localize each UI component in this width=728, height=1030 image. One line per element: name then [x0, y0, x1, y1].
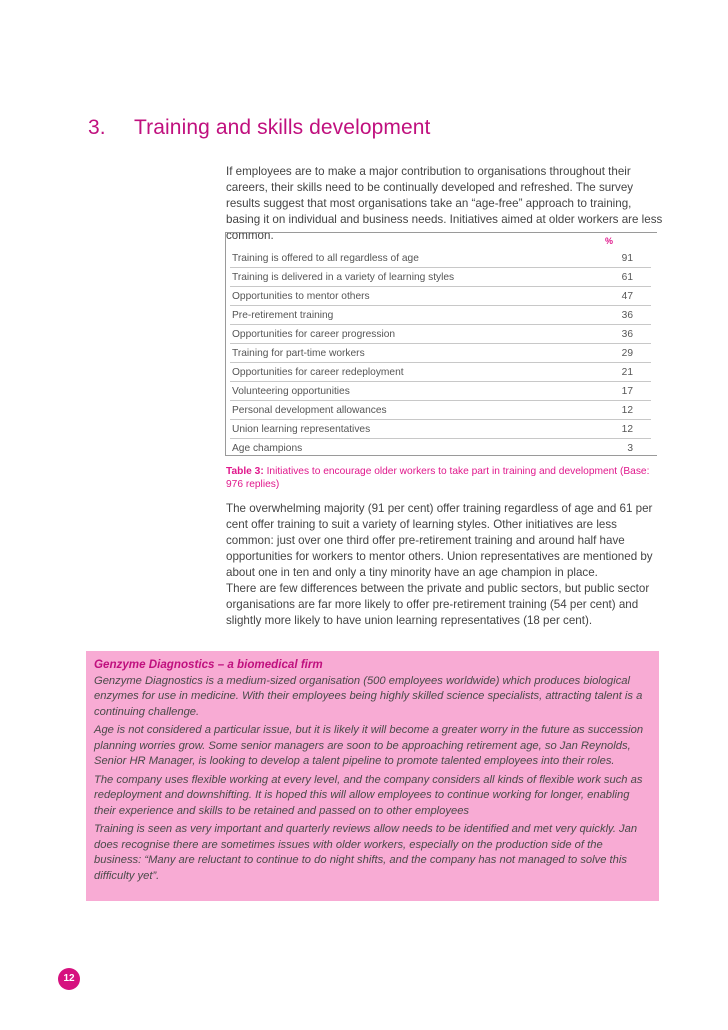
table-row	[230, 269, 651, 287]
table-caption	[226, 465, 656, 491]
row-value: 36	[621, 329, 633, 340]
row-label: Volunteering opportunities	[232, 386, 350, 397]
row-value: 61	[621, 272, 633, 283]
row-label: Training is delivered in a variety of learning styles	[232, 272, 455, 283]
table-row	[230, 250, 651, 268]
case-study-paragraph: Training is seen as very important and quarterly reviews allow needs to be identified and met very quickly. Jan does recognise there are sometimes issues with older workers, especially on the production side of the business: “Many are reluctant to continue to do night shifts, and the company has not managed to solve this difficulty yet”.	[94, 823, 638, 882]
table-row	[230, 364, 651, 382]
body-paragraph-2: There are few differences between the private and public sectors, but public sector organisations are far more likely to offer pre-retirement training (54 per cent) and slightly more likely to have union learning representatives (18 per cent).	[226, 582, 650, 627]
row-label: Opportunities to mentor others	[232, 291, 370, 302]
table-row	[230, 345, 651, 363]
case-study-paragraph: Age is not considered a particular issue, but it is likely it will become a greater worry in the future as succession planning worries grow. Some senior managers are soon to be approaching retirement age, so Jan Reynolds, Senior HR Manager, is looking to develop a talent pipeline to promote talented employees into their roles.	[94, 724, 644, 767]
row-value: 47	[621, 291, 633, 302]
row-value: 91	[621, 253, 633, 264]
caption-label: Table 3:	[226, 466, 264, 477]
case-study-title: Genzyme Diagnostics – a biomedical firm	[94, 658, 323, 671]
intro-paragraph: If employees are to make a major contribution to organisations throughout their careers, their skills need to be continually developed and refreshed. The survey results suggest that most organisations take an “age-free” approach to training, basing it on individual and business needs. Initiatives aimed at older workers are less common.	[226, 165, 663, 242]
row-label: Pre-retirement training	[232, 310, 334, 321]
row-value: 17	[621, 386, 633, 397]
row-value: 36	[621, 310, 633, 321]
row-label: Age champions	[232, 443, 303, 454]
section-title: Training and skills development	[134, 116, 431, 139]
page-number: 12	[58, 968, 80, 990]
case-study-content	[94, 657, 650, 887]
case-study-paragraph: The company uses flexible working at every level, and the company considers all kinds of flexible work such as redeployment and downshifting. It is hoped this will allow employees to continue working for longer, enabling their experience and skills to be retained and passed on to other employees	[94, 773, 643, 817]
row-label: Personal development allowances	[232, 405, 387, 416]
table-rows	[230, 250, 651, 458]
section-heading	[88, 116, 430, 140]
table-row	[230, 307, 651, 325]
row-value: 12	[621, 424, 633, 435]
row-label: Opportunities for career progression	[232, 329, 396, 340]
table-row	[230, 288, 651, 306]
table-row	[230, 383, 651, 401]
initiatives-table	[225, 232, 657, 456]
row-value: 12	[621, 405, 633, 416]
row-label: Union learning representatives	[232, 424, 371, 435]
caption-text: Initiatives to encourage older workers to take part in training and development (Base: 976 replies)	[226, 466, 650, 490]
row-label: Training for part-time workers	[232, 348, 365, 359]
body-paragraph-1: The overwhelming majority (91 per cent) offer training regardless of age and 61 per cent offer training to suit a variety of learning styles. Other initiatives are less common: just over one third offer pre-retirement training and around half have opportunities for workers to mentor others. Union representatives are mentioned by about one in ten and only a tiny minority have an age champion in place.	[226, 502, 653, 579]
case-study-paragraph: Genzyme Diagnostics is a medium-sized organisation (500 employees worldwide) which produces biological enzymes for use in medicine. With their employees being highly skilled science specialists, attracting talent is a continuing challenge.	[94, 674, 643, 718]
table-row	[230, 421, 651, 439]
table-row	[230, 326, 651, 344]
table-row	[230, 402, 651, 420]
row-value: 3	[627, 443, 633, 454]
row-value: 21	[621, 367, 633, 378]
case-study-box	[86, 651, 659, 901]
row-value: 29	[621, 348, 633, 359]
row-label: Opportunities for career redeployment	[232, 367, 404, 378]
table-row	[230, 440, 651, 457]
row-label: Training is offered to all regardless of age	[232, 253, 419, 264]
section-number: 3.	[88, 116, 106, 139]
percent-header: %	[604, 236, 613, 246]
